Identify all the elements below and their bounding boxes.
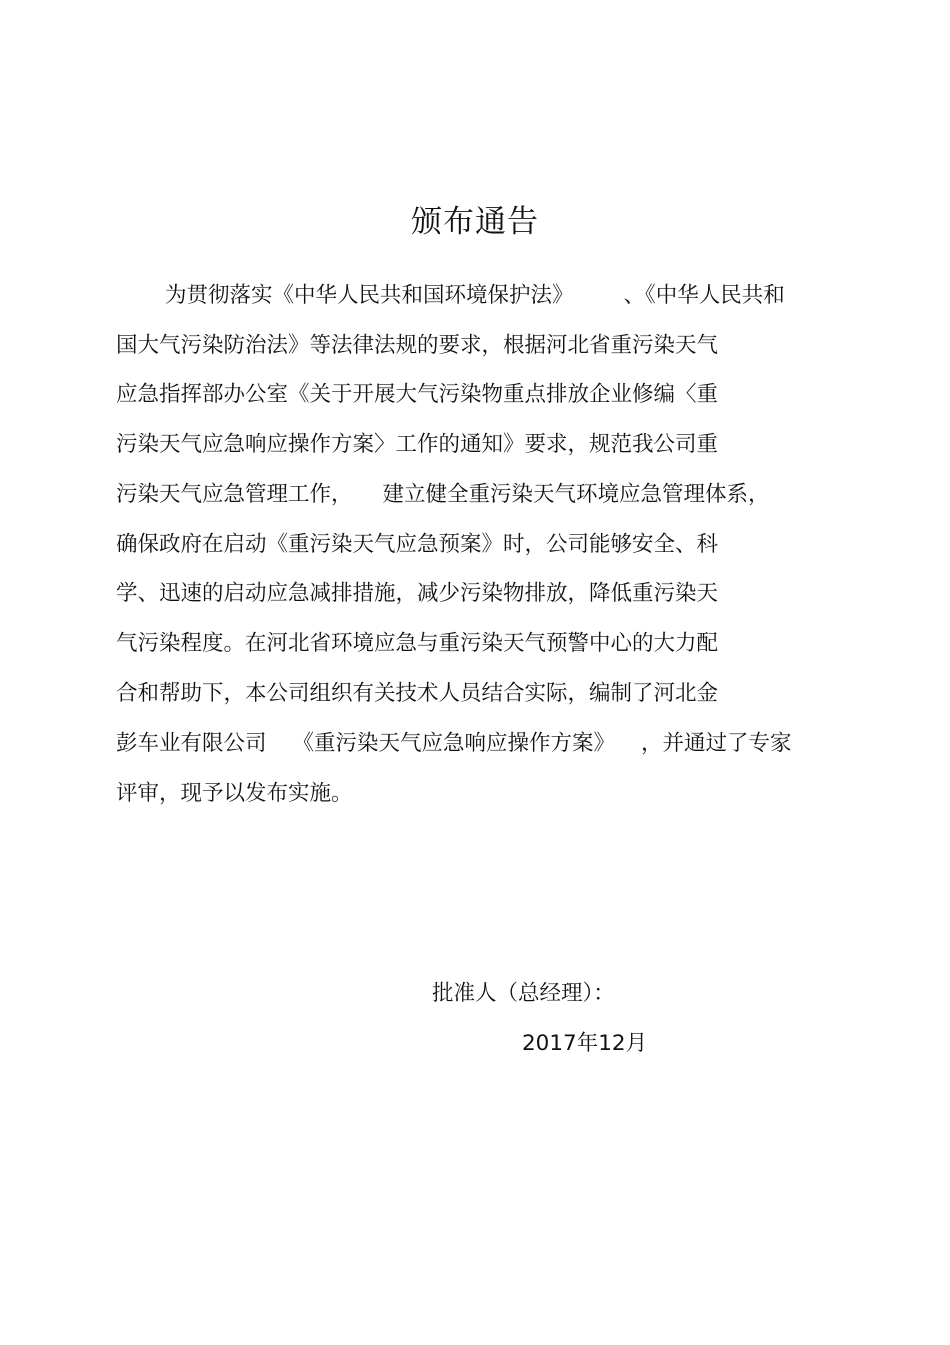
body-line-4: 污染天气应急响应操作方案〉工作的通知》要求，规范我公司重 (116, 432, 719, 457)
date-month-unit: 月 (625, 1031, 648, 1056)
approver-label: 批准人（总经理）： (432, 981, 615, 1006)
body-line-10-part-c: ，并通过了专家 (641, 731, 792, 756)
body-line-6: 确保政府在启动《重污染天气应急预案》时，公司能够安全、科 (116, 532, 719, 557)
body-line-7: 学、迅速的启动应急减排措施，减少污染物排放，降低重污染天 (116, 581, 719, 606)
document-title: 颁布通告 (411, 204, 539, 240)
body-line-1-part-b: 、《中华人民共和 (623, 283, 785, 308)
body-line-5 (116, 480, 770, 510)
body-line-9: 合和帮助下，本公司组织有关技术人员结合实际，编制了河北金 (116, 681, 719, 706)
body-line-5-part-a: 污染天气应急管理工作， (116, 482, 353, 507)
date-year: 2017 (522, 1031, 577, 1056)
date-month: 12 (598, 1031, 626, 1056)
body-line-5-part-b: 建立健全重污染天气环境应急管理体系， (382, 482, 770, 507)
body-line-8: 气污染程度。在河北省环境应急与重污染天气预警中心的大力配 (116, 631, 719, 656)
body-line-10-part-a: 彭车业有限公司 (116, 731, 267, 756)
body-line-1-part-a: 为贯彻落实《中华人民共和国环境保护法》 (165, 283, 574, 308)
body-line-11: 评审，现予以发布实施。 (116, 781, 353, 806)
body-line-3: 应急指挥部办公室《关于开展大气污染物重点排放企业修编〈重 (116, 382, 719, 407)
body-line-10 (116, 729, 792, 759)
body-line-10-part-b: 《重污染天气应急响应操作方案》 (292, 731, 616, 756)
body-line-2: 国大气污染防治法》等法律法规的要求，根据河北省重污染天气 (116, 333, 719, 358)
date-year-unit: 年 (576, 1031, 599, 1056)
body-line-1 (165, 281, 785, 311)
signature-date (522, 1029, 647, 1059)
